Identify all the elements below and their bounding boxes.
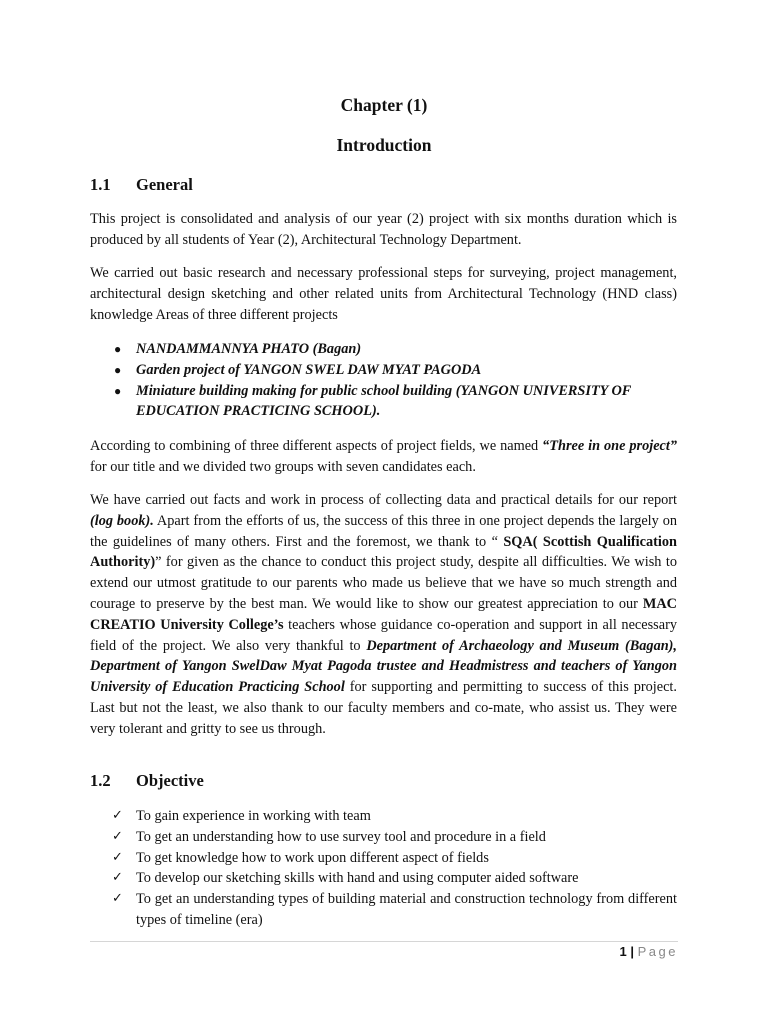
section-title: Objective xyxy=(136,771,204,790)
list-item: ✓ To gain experience in working with team xyxy=(90,806,677,827)
log-book-emphasis: (log book). xyxy=(90,512,154,529)
section-title: General xyxy=(136,175,193,194)
introduction-heading: Introduction xyxy=(336,135,432,155)
list-item: ● NANDAMMANNYA PHATO (Bagan) xyxy=(90,339,677,360)
list-item: ✓ To get an understanding types of building material and construction technology from different types of timeline (era) xyxy=(112,891,677,928)
bullet-icon: ● xyxy=(114,362,122,377)
checkmark-icon: ✓ xyxy=(112,870,123,886)
list-item: ✓ To get an understanding how to use survey tool and procedure in a field xyxy=(90,827,677,848)
bullet-icon: ● xyxy=(114,342,122,356)
paragraph-acknowledgement: We have carried out facts and work in process of collecting data and practical details for our report (log book). Apart from the efforts of us, the success of this three in one project depends the largely on the guidelines of many others. First and the foremost, we thank to “ SQA( Scottish Qualification Authority)” for given as the chance to conduct this project study, despite all difficulties. We wish to extend our utmost gratitude to our parents who made us believe that we have so much strength and courage to preserve by the best man. We would like to show our greatest appreciation to our MAC CREATIO University College’s teachers whose guidance co-operation and support in all necessary field of the project. We also very thankful to Department of Archaeology and Museum (Bagan), Department of Yangon SwelDaw Myat Pagoda trustee and Headmistress and teachers of Yangon University of Education Practicing School for supporting and permitting to success of this project. Last but not the least, we also thank to our faculty members and co-mate, who assist us. They were very tolerant and gritty to see us through. xyxy=(90,492,677,737)
footer-separator: | xyxy=(630,944,634,959)
paragraph-general-1: This project is consolidated and analysis of our year (2) project with six months duration which is produced by all students of Year (2), Architectural Technology Department. xyxy=(90,211,677,248)
bullet-icon: ● xyxy=(114,383,122,398)
page-footer xyxy=(620,944,679,959)
list-item: ● Miniature building making for public school building (YANGON UNIVERSITY OF EDUCATION PRACTICING SCHOOL). xyxy=(114,382,632,420)
page-number: 1 xyxy=(619,944,627,959)
project-title-emphasis: “Three in one project” xyxy=(542,438,678,454)
section-heading-objective xyxy=(90,771,204,791)
list-item: ● Garden project of YANGON SWEL DAW MYAT PAGODA xyxy=(90,360,677,381)
checkmark-icon: ✓ xyxy=(112,849,123,865)
section-number: 1.1 xyxy=(90,175,111,194)
checkmark-icon: ✓ xyxy=(112,808,123,823)
paragraph-project-name: According to combining of three different aspects of project fields, we named “Three in one project” for our title and we divided two groups with seven candidates each. xyxy=(90,438,678,475)
section-heading-general xyxy=(90,175,193,195)
checkmark-icon: ✓ xyxy=(112,828,123,844)
footer-divider xyxy=(90,941,678,942)
college-emphasis: MAC CREATIO University College’s xyxy=(90,595,677,633)
paragraph-general-2: We carried out basic research and necessary professional steps for surveying, project management, architectural design sketching and other related units from Architectural Technology (HND class) knowledge Areas of three different projects xyxy=(90,265,677,323)
list-item: ✓ To develop our sketching skills with hand and using computer aided software xyxy=(90,868,677,889)
project-bullet-list xyxy=(90,339,677,422)
sqa-emphasis: SQA( Scottish Qualification Authority) xyxy=(90,533,677,571)
page-label: Page xyxy=(637,944,678,959)
objective-checklist xyxy=(90,806,677,931)
checkmark-icon: ✓ xyxy=(112,891,123,907)
list-item: ✓ To get knowledge how to work upon different aspect of fields xyxy=(90,848,677,869)
section-number: 1.2 xyxy=(90,771,111,790)
departments-emphasis: Department of Archaeology and Museum (Bagan), Department of Yangon SwelDaw Myat Pagoda trustee and Headmistress and teachers of Yangon University of Education Practicing School xyxy=(90,637,677,696)
chapter-heading: Chapter (1) xyxy=(340,95,428,115)
